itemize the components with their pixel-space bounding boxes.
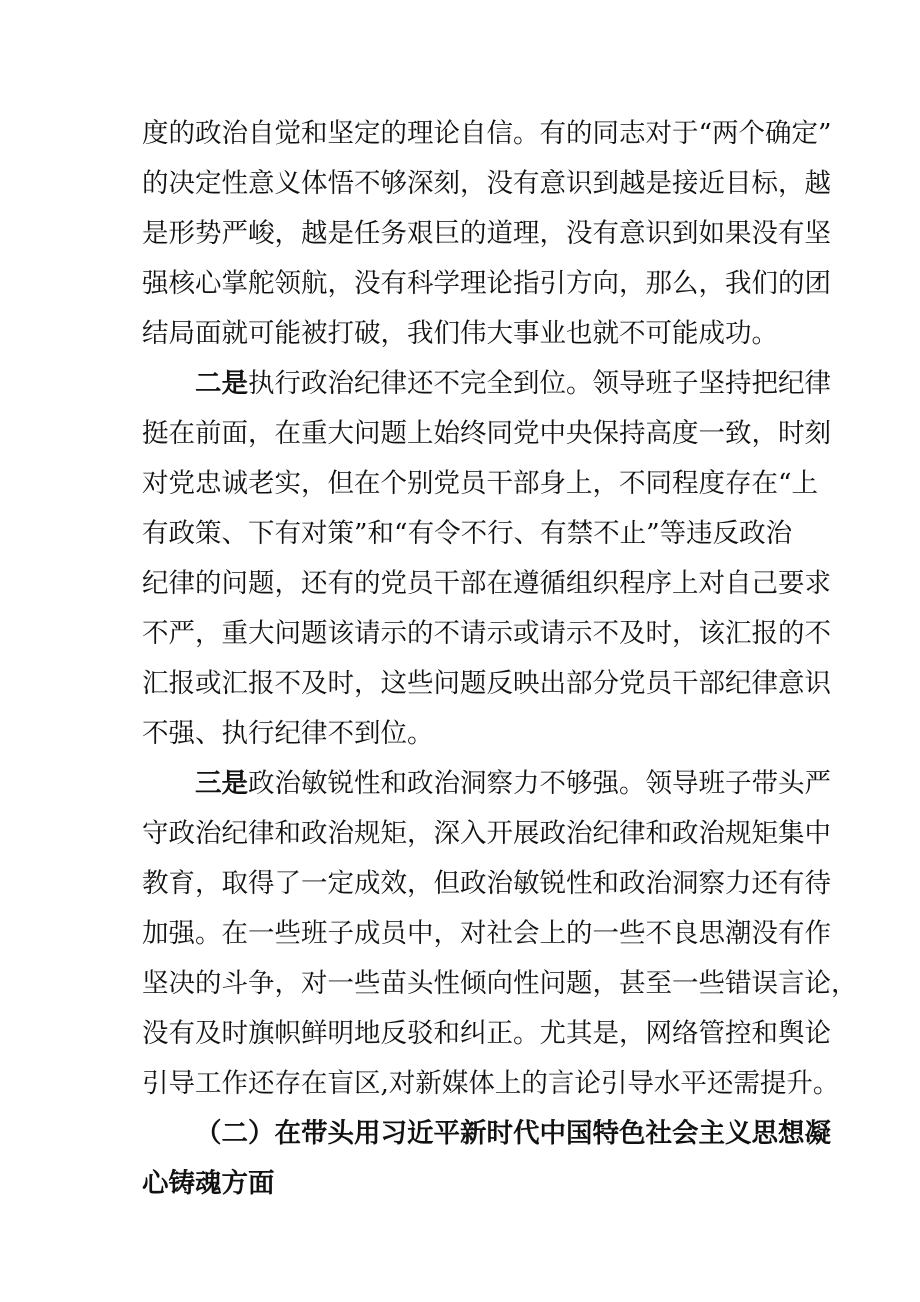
paragraph-lead: 二是 — [195, 368, 248, 399]
text-line: 不严，重大问题该请示的不请示或请示不及时，该汇报的不 — [142, 618, 831, 649]
text-line: 教育，取得了一定成效，但政治敏锐性和政治洞察力还有待 — [142, 868, 831, 899]
text-line: 汇报或汇报不及时，这些问题反映出部分党员干部纪律意识 — [142, 668, 831, 699]
text-line: 没有及时旗帜鲜明地反驳和纠正。尤其是，网络管控和舆论 — [142, 1018, 831, 1049]
paragraph-text: 执行政治纪律还不完全到位。领导班子坚持把纪律 — [248, 368, 831, 399]
text-line: 坚决的斗争，对一些苗头性倾向性问题，甚至一些错误言论， — [142, 968, 858, 999]
text-line: 对党忠诚老实，但在个别党员干部身上，不同程度存在“上 — [142, 468, 819, 499]
paragraph-first-line — [195, 362, 920, 406]
text-line: 的决定性意义体悟不够深刻，没有意识到越是接近目标，越 — [142, 168, 831, 199]
text-line: 度的政治自觉和坚定的理论自信。有的同志对于“两个确定” — [142, 118, 832, 149]
text-line: 纪律的问题，还有的党员干部在遵循组织程序上对自己要求 — [142, 568, 831, 599]
paragraph-first-line — [195, 762, 920, 806]
text-line: 强核心掌舵领航，没有科学理论指引方向，那么，我们的团 — [142, 268, 831, 299]
text-line: 守政治纪律和政治规矩，深入开展政治纪律和政治规矩集中 — [142, 818, 831, 849]
section-heading-line: 心铸魂方面 — [142, 1168, 275, 1199]
paragraph-lead: 三是 — [195, 768, 248, 799]
text-line: 结局面就可能被打破，我们伟大事业也就不可能成功。 — [142, 318, 778, 349]
section-heading-line: （二）在带头用习近平新时代中国特色社会主义思想凝 — [195, 1118, 831, 1149]
paragraph-text: 政治敏锐性和政治洞察力不够强。领导班子带头严 — [248, 768, 831, 799]
text-line: 引导工作还存在盲区,对新媒体上的言论引导水平还需提升。 — [142, 1068, 840, 1099]
text-line: 有政策、下有对策”和“有令不行、有禁不止”等违反政治 — [142, 518, 793, 549]
text-line: 不强、执行纪律不到位。 — [142, 718, 434, 749]
text-line: 加强。在一些班子成员中，对社会上的一些不良思潮没有作 — [142, 918, 831, 949]
text-line: 是形势严峻，越是任务艰巨的道理，没有意识到如果没有坚 — [142, 218, 831, 249]
text-line: 挺在前面，在重大问题上始终同党中央保持高度一致，时刻 — [142, 418, 831, 449]
